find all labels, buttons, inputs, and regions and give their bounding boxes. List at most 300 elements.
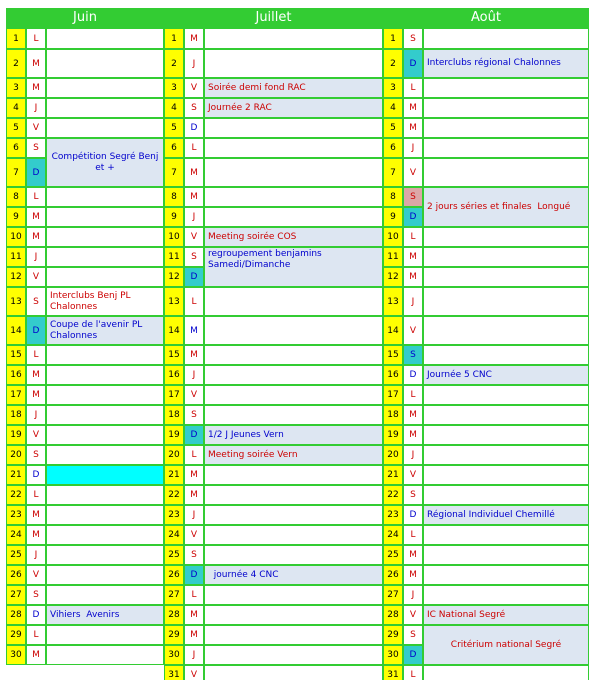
day-number: 12	[164, 267, 184, 287]
calendar-row	[383, 425, 589, 445]
day-number: 23	[6, 505, 26, 525]
calendar-row	[164, 345, 383, 365]
calendar-row	[6, 625, 164, 645]
event-cell-empty	[204, 465, 383, 485]
calendar-row	[164, 138, 383, 158]
calendar-row	[6, 385, 164, 405]
day-number: 5	[6, 118, 26, 138]
event-cell-empty	[46, 365, 164, 385]
event-cell-empty	[423, 585, 589, 605]
weekday-letter: M	[403, 267, 423, 287]
weekday-letter: L	[403, 525, 423, 545]
event-cell-empty	[46, 425, 164, 445]
weekday-letter: M	[26, 645, 46, 665]
day-number: 26	[6, 565, 26, 585]
calendar-row	[383, 78, 589, 98]
calendar-row	[6, 645, 164, 665]
weekday-letter: D	[26, 316, 46, 345]
event-cell-empty	[423, 665, 589, 680]
weekday-letter: M	[26, 385, 46, 405]
calendar-row	[6, 247, 164, 267]
month-column-2	[383, 8, 589, 680]
day-number: 3	[164, 78, 184, 98]
day-number: 23	[383, 505, 403, 525]
event-cell: Meeting soirée COS	[204, 227, 383, 247]
day-number: 5	[383, 118, 403, 138]
calendar-row	[6, 227, 164, 247]
day-number: 22	[383, 485, 403, 505]
calendar-row	[164, 158, 383, 187]
weekday-letter: L	[184, 138, 204, 158]
weekday-letter: L	[184, 287, 204, 316]
weekday-letter: J	[26, 545, 46, 565]
weekday-letter: M	[403, 98, 423, 118]
weekday-letter: S	[403, 625, 423, 645]
day-number: 29	[383, 625, 403, 645]
event-cell-empty	[46, 545, 164, 565]
day-number: 14	[164, 316, 184, 345]
event-cell-empty	[204, 405, 383, 425]
day-number: 22	[6, 485, 26, 505]
event-cell-empty	[46, 565, 164, 585]
day-number: 25	[6, 545, 26, 565]
event-cell-empty	[204, 118, 383, 138]
event-cell-empty	[46, 345, 164, 365]
weekday-letter: M	[403, 545, 423, 565]
day-number: 31	[383, 665, 403, 680]
weekday-letter: D	[26, 158, 46, 187]
weekday-letter: L	[403, 78, 423, 98]
day-number: 7	[164, 158, 184, 187]
calendar-row	[383, 525, 589, 545]
calendar-row	[164, 287, 383, 316]
weekday-letter: M	[184, 28, 204, 49]
day-number: 15	[164, 345, 184, 365]
weekday-letter: M	[403, 118, 423, 138]
weekday-letter: J	[26, 247, 46, 267]
event-cell: journée 4 CNC	[204, 565, 383, 585]
event-cell-empty	[423, 405, 589, 425]
calendar-row	[383, 267, 589, 287]
calendar-row	[164, 525, 383, 545]
weekday-letter: M	[26, 78, 46, 98]
weekday-letter: D	[184, 425, 204, 445]
day-number: 1	[383, 28, 403, 49]
weekday-letter: S	[403, 485, 423, 505]
day-number: 21	[6, 465, 26, 485]
day-number: 8	[6, 187, 26, 207]
event-cell-empty	[46, 247, 164, 267]
event-cell-empty	[204, 316, 383, 345]
weekday-letter: S	[184, 405, 204, 425]
calendar-row	[164, 385, 383, 405]
day-number: 25	[383, 545, 403, 565]
event-cell-empty	[46, 118, 164, 138]
day-number: 1	[6, 28, 26, 49]
event-cell-empty	[423, 78, 589, 98]
weekday-letter: V	[184, 665, 204, 680]
event-cell-empty	[423, 98, 589, 118]
day-number: 1	[164, 28, 184, 49]
weekday-letter: L	[403, 665, 423, 680]
event-cell-empty	[204, 365, 383, 385]
day-number: 6	[164, 138, 184, 158]
weekday-letter: D	[26, 465, 46, 485]
calendar-row	[6, 267, 164, 287]
event-cell-empty	[204, 665, 383, 680]
day-number: 6	[383, 138, 403, 158]
day-number: 25	[164, 545, 184, 565]
weekday-letter: M	[26, 207, 46, 227]
day-number: 13	[6, 287, 26, 316]
weekday-letter: M	[403, 565, 423, 585]
day-number: 29	[164, 625, 184, 645]
weekday-letter: M	[184, 465, 204, 485]
event-cell-empty	[423, 118, 589, 138]
day-number: 15	[6, 345, 26, 365]
day-number: 22	[164, 485, 184, 505]
calendar-row	[383, 465, 589, 485]
day-number: 18	[6, 405, 26, 425]
calendar-row	[6, 565, 164, 585]
calendar-row	[6, 545, 164, 565]
calendar-row	[164, 545, 383, 565]
event-cell-empty	[204, 287, 383, 316]
day-number: 30	[6, 645, 26, 665]
weekday-letter: M	[26, 525, 46, 545]
month-column-0	[6, 8, 164, 680]
event-cell: Meeting soirée Vern	[204, 445, 383, 465]
calendar-row	[383, 665, 589, 680]
event-cell-empty	[423, 525, 589, 545]
event-cell-empty	[423, 28, 589, 49]
day-number: 4	[6, 98, 26, 118]
calendar-row	[164, 585, 383, 605]
calendar-row	[164, 365, 383, 385]
event-cell-empty	[423, 565, 589, 585]
day-number: 30	[164, 645, 184, 665]
calendar-row	[6, 425, 164, 445]
day-number: 24	[164, 525, 184, 545]
day-number: 20	[164, 445, 184, 465]
weekday-letter: S	[184, 545, 204, 565]
day-number: 27	[6, 585, 26, 605]
event-cell: Coupe de l'avenir PL Chalonnes	[46, 316, 164, 345]
calendar-row	[383, 485, 589, 505]
day-number: 3	[383, 78, 403, 98]
day-number: 27	[383, 585, 403, 605]
event-cell-empty	[46, 98, 164, 118]
calendar-row	[164, 118, 383, 138]
event-cell-empty	[204, 207, 383, 227]
event-cell	[46, 465, 164, 485]
event-cell-empty	[46, 505, 164, 525]
calendar-row	[164, 505, 383, 525]
day-number: 2	[383, 49, 403, 78]
calendar-row	[6, 78, 164, 98]
day-number: 24	[383, 525, 403, 545]
day-number: 20	[383, 445, 403, 465]
event-cell-empty	[46, 227, 164, 247]
calendar-row	[6, 585, 164, 605]
calendar-row	[383, 138, 589, 158]
day-number: 10	[6, 227, 26, 247]
day-number: 31	[164, 665, 184, 680]
day-number: 16	[164, 365, 184, 385]
calendar-row	[383, 227, 589, 247]
weekday-letter: S	[26, 138, 46, 158]
day-number: 18	[164, 405, 184, 425]
day-number: 11	[164, 247, 184, 267]
day-number: 4	[383, 98, 403, 118]
day-number: 9	[6, 207, 26, 227]
calendar-row	[6, 445, 164, 465]
event-cell: Vihiers Avenirs	[46, 605, 164, 625]
event-cell-empty	[204, 158, 383, 187]
calendar-row	[6, 525, 164, 545]
event-cell-empty	[204, 345, 383, 365]
weekday-letter: D	[184, 565, 204, 585]
calendar-row	[164, 405, 383, 425]
day-number: 9	[164, 207, 184, 227]
calendar-row	[164, 665, 383, 680]
calendar-row	[383, 345, 589, 365]
weekday-letter: M	[403, 405, 423, 425]
day-number: 10	[383, 227, 403, 247]
event-cell-empty	[423, 267, 589, 287]
event-cell-empty	[46, 49, 164, 78]
event-cell-empty	[46, 485, 164, 505]
calendar-row	[164, 625, 383, 645]
weekday-letter: M	[184, 625, 204, 645]
weekday-letter: L	[26, 187, 46, 207]
day-number: 5	[164, 118, 184, 138]
day-number: 7	[383, 158, 403, 187]
weekday-letter: V	[403, 605, 423, 625]
weekday-letter: L	[184, 445, 204, 465]
day-number: 14	[383, 316, 403, 345]
weekday-letter: V	[403, 158, 423, 187]
event-cell-empty	[46, 78, 164, 98]
day-number: 7	[6, 158, 26, 187]
day-number: 8	[164, 187, 184, 207]
calendar-row	[383, 118, 589, 138]
calendar-row	[164, 187, 383, 207]
event-cell-empty	[204, 385, 383, 405]
event-cell-empty	[46, 207, 164, 227]
weekday-letter: V	[403, 465, 423, 485]
weekday-letter: L	[26, 485, 46, 505]
weekday-letter: M	[184, 345, 204, 365]
weekday-letter: D	[403, 49, 423, 78]
event-cell: Interclubs régional Chalonnes	[423, 49, 589, 78]
weekday-letter: M	[403, 425, 423, 445]
calendar-row	[164, 28, 383, 49]
event-cell-empty	[46, 525, 164, 545]
calendar-row	[383, 445, 589, 465]
calendar-row	[6, 118, 164, 138]
event-cell-empty	[423, 385, 589, 405]
weekday-letter: M	[184, 316, 204, 345]
weekday-letter: D	[403, 505, 423, 525]
event-cell-empty	[423, 445, 589, 465]
day-number: 12	[6, 267, 26, 287]
calendar-row	[383, 545, 589, 565]
event-cell-empty	[46, 28, 164, 49]
day-number: 26	[383, 565, 403, 585]
day-number: 17	[6, 385, 26, 405]
calendar-row	[383, 98, 589, 118]
weekday-letter: D	[403, 365, 423, 385]
event-cell-empty	[204, 525, 383, 545]
calendar-row	[6, 365, 164, 385]
weekday-letter: J	[26, 405, 46, 425]
event-cell-empty	[423, 465, 589, 485]
day-number: 8	[383, 187, 403, 207]
event-cell-empty	[423, 227, 589, 247]
calendar-row	[383, 316, 589, 345]
event-cell: 1/2 J Jeunes Vern	[204, 425, 383, 445]
weekday-letter: L	[26, 625, 46, 645]
weekday-letter: D	[26, 605, 46, 625]
day-number: 11	[383, 247, 403, 267]
event-cell-empty	[423, 138, 589, 158]
event-cell-empty	[204, 485, 383, 505]
day-number: 21	[164, 465, 184, 485]
calendar-row	[383, 287, 589, 316]
calendar-row	[383, 158, 589, 187]
weekday-letter: S	[184, 247, 204, 267]
weekday-letter: V	[26, 425, 46, 445]
day-number: 26	[164, 565, 184, 585]
event-cell-empty	[423, 345, 589, 365]
weekday-letter: V	[26, 118, 46, 138]
weekday-letter: S	[403, 28, 423, 49]
event-cell-empty	[423, 247, 589, 267]
day-number: 6	[6, 138, 26, 158]
calendar-row	[383, 385, 589, 405]
day-number: 28	[6, 605, 26, 625]
day-number: 17	[164, 385, 184, 405]
event-cell-empty	[46, 645, 164, 665]
calendar-row	[383, 585, 589, 605]
day-number: 27	[164, 585, 184, 605]
weekday-letter: J	[184, 505, 204, 525]
event-cell-empty	[46, 385, 164, 405]
event-cell-empty	[423, 425, 589, 445]
weekday-letter: L	[184, 585, 204, 605]
weekday-letter: S	[184, 98, 204, 118]
weekday-letter: M	[26, 49, 46, 78]
day-number: 13	[383, 287, 403, 316]
weekday-letter: M	[184, 187, 204, 207]
event-cell-empty	[423, 158, 589, 187]
event-cell-empty	[423, 287, 589, 316]
weekday-letter: L	[26, 28, 46, 49]
weekday-letter: D	[184, 118, 204, 138]
event-cell-empty	[204, 187, 383, 207]
calendar-row	[164, 485, 383, 505]
day-number: 28	[383, 605, 403, 625]
event-cell-empty	[46, 445, 164, 465]
calendar-row	[6, 98, 164, 118]
weekday-letter: M	[26, 365, 46, 385]
day-number: 19	[383, 425, 403, 445]
event-cell: Journée 2 RAC	[204, 98, 383, 118]
weekday-letter: S	[403, 345, 423, 365]
day-number: 15	[383, 345, 403, 365]
event-cell-empty	[204, 625, 383, 645]
weekday-letter: J	[26, 98, 46, 118]
weekday-letter: D	[403, 645, 423, 665]
weekday-letter: M	[403, 247, 423, 267]
calendar-row	[383, 405, 589, 425]
day-number: 4	[164, 98, 184, 118]
event-cell-empty	[423, 485, 589, 505]
weekday-letter: V	[26, 565, 46, 585]
calendar-row	[6, 49, 164, 78]
calendar-row	[6, 345, 164, 365]
day-number: 16	[6, 365, 26, 385]
month-column-1	[164, 8, 383, 680]
day-number: 23	[164, 505, 184, 525]
weekday-letter: V	[184, 525, 204, 545]
event-cell-empty	[204, 28, 383, 49]
event-cell-empty	[204, 605, 383, 625]
weekday-letter: M	[26, 227, 46, 247]
weekday-letter: M	[184, 158, 204, 187]
day-number: 18	[383, 405, 403, 425]
event-cell-empty	[204, 645, 383, 665]
event-cell: Journée 5 CNC	[423, 365, 589, 385]
weekday-letter: J	[403, 585, 423, 605]
weekday-letter: J	[403, 138, 423, 158]
weekday-letter: D	[403, 207, 423, 227]
month-header: Août	[383, 8, 589, 28]
event-cell: IC National Segré	[423, 605, 589, 625]
event-cell: Interclubs Benj PL Chalonnes	[46, 287, 164, 316]
calendar-row	[164, 645, 383, 665]
event-cell-empty	[423, 316, 589, 345]
calendar-row	[164, 316, 383, 345]
weekday-letter: J	[184, 49, 204, 78]
weekday-letter: J	[184, 365, 204, 385]
event-cell-empty	[204, 585, 383, 605]
day-number: 16	[383, 365, 403, 385]
weekday-letter: L	[403, 227, 423, 247]
weekday-letter: V	[184, 385, 204, 405]
day-number: 19	[6, 425, 26, 445]
calendar-row	[383, 247, 589, 267]
day-number: 30	[383, 645, 403, 665]
calendar-row	[164, 605, 383, 625]
weekday-letter: V	[184, 78, 204, 98]
month-header: Juillet	[164, 8, 383, 28]
weekday-letter: J	[184, 207, 204, 227]
day-number: 9	[383, 207, 403, 227]
day-number: 20	[6, 445, 26, 465]
day-number: 12	[383, 267, 403, 287]
calendar-row	[6, 505, 164, 525]
weekday-letter: J	[403, 287, 423, 316]
day-number: 3	[6, 78, 26, 98]
weekday-letter: S	[26, 287, 46, 316]
event-cell: Critérium national Segré	[423, 625, 589, 665]
event-cell: Soirée demi fond RAC	[204, 78, 383, 98]
event-cell-empty	[46, 585, 164, 605]
event-cell: Régional Individuel Chemillé	[423, 505, 589, 525]
weekday-letter: M	[26, 505, 46, 525]
